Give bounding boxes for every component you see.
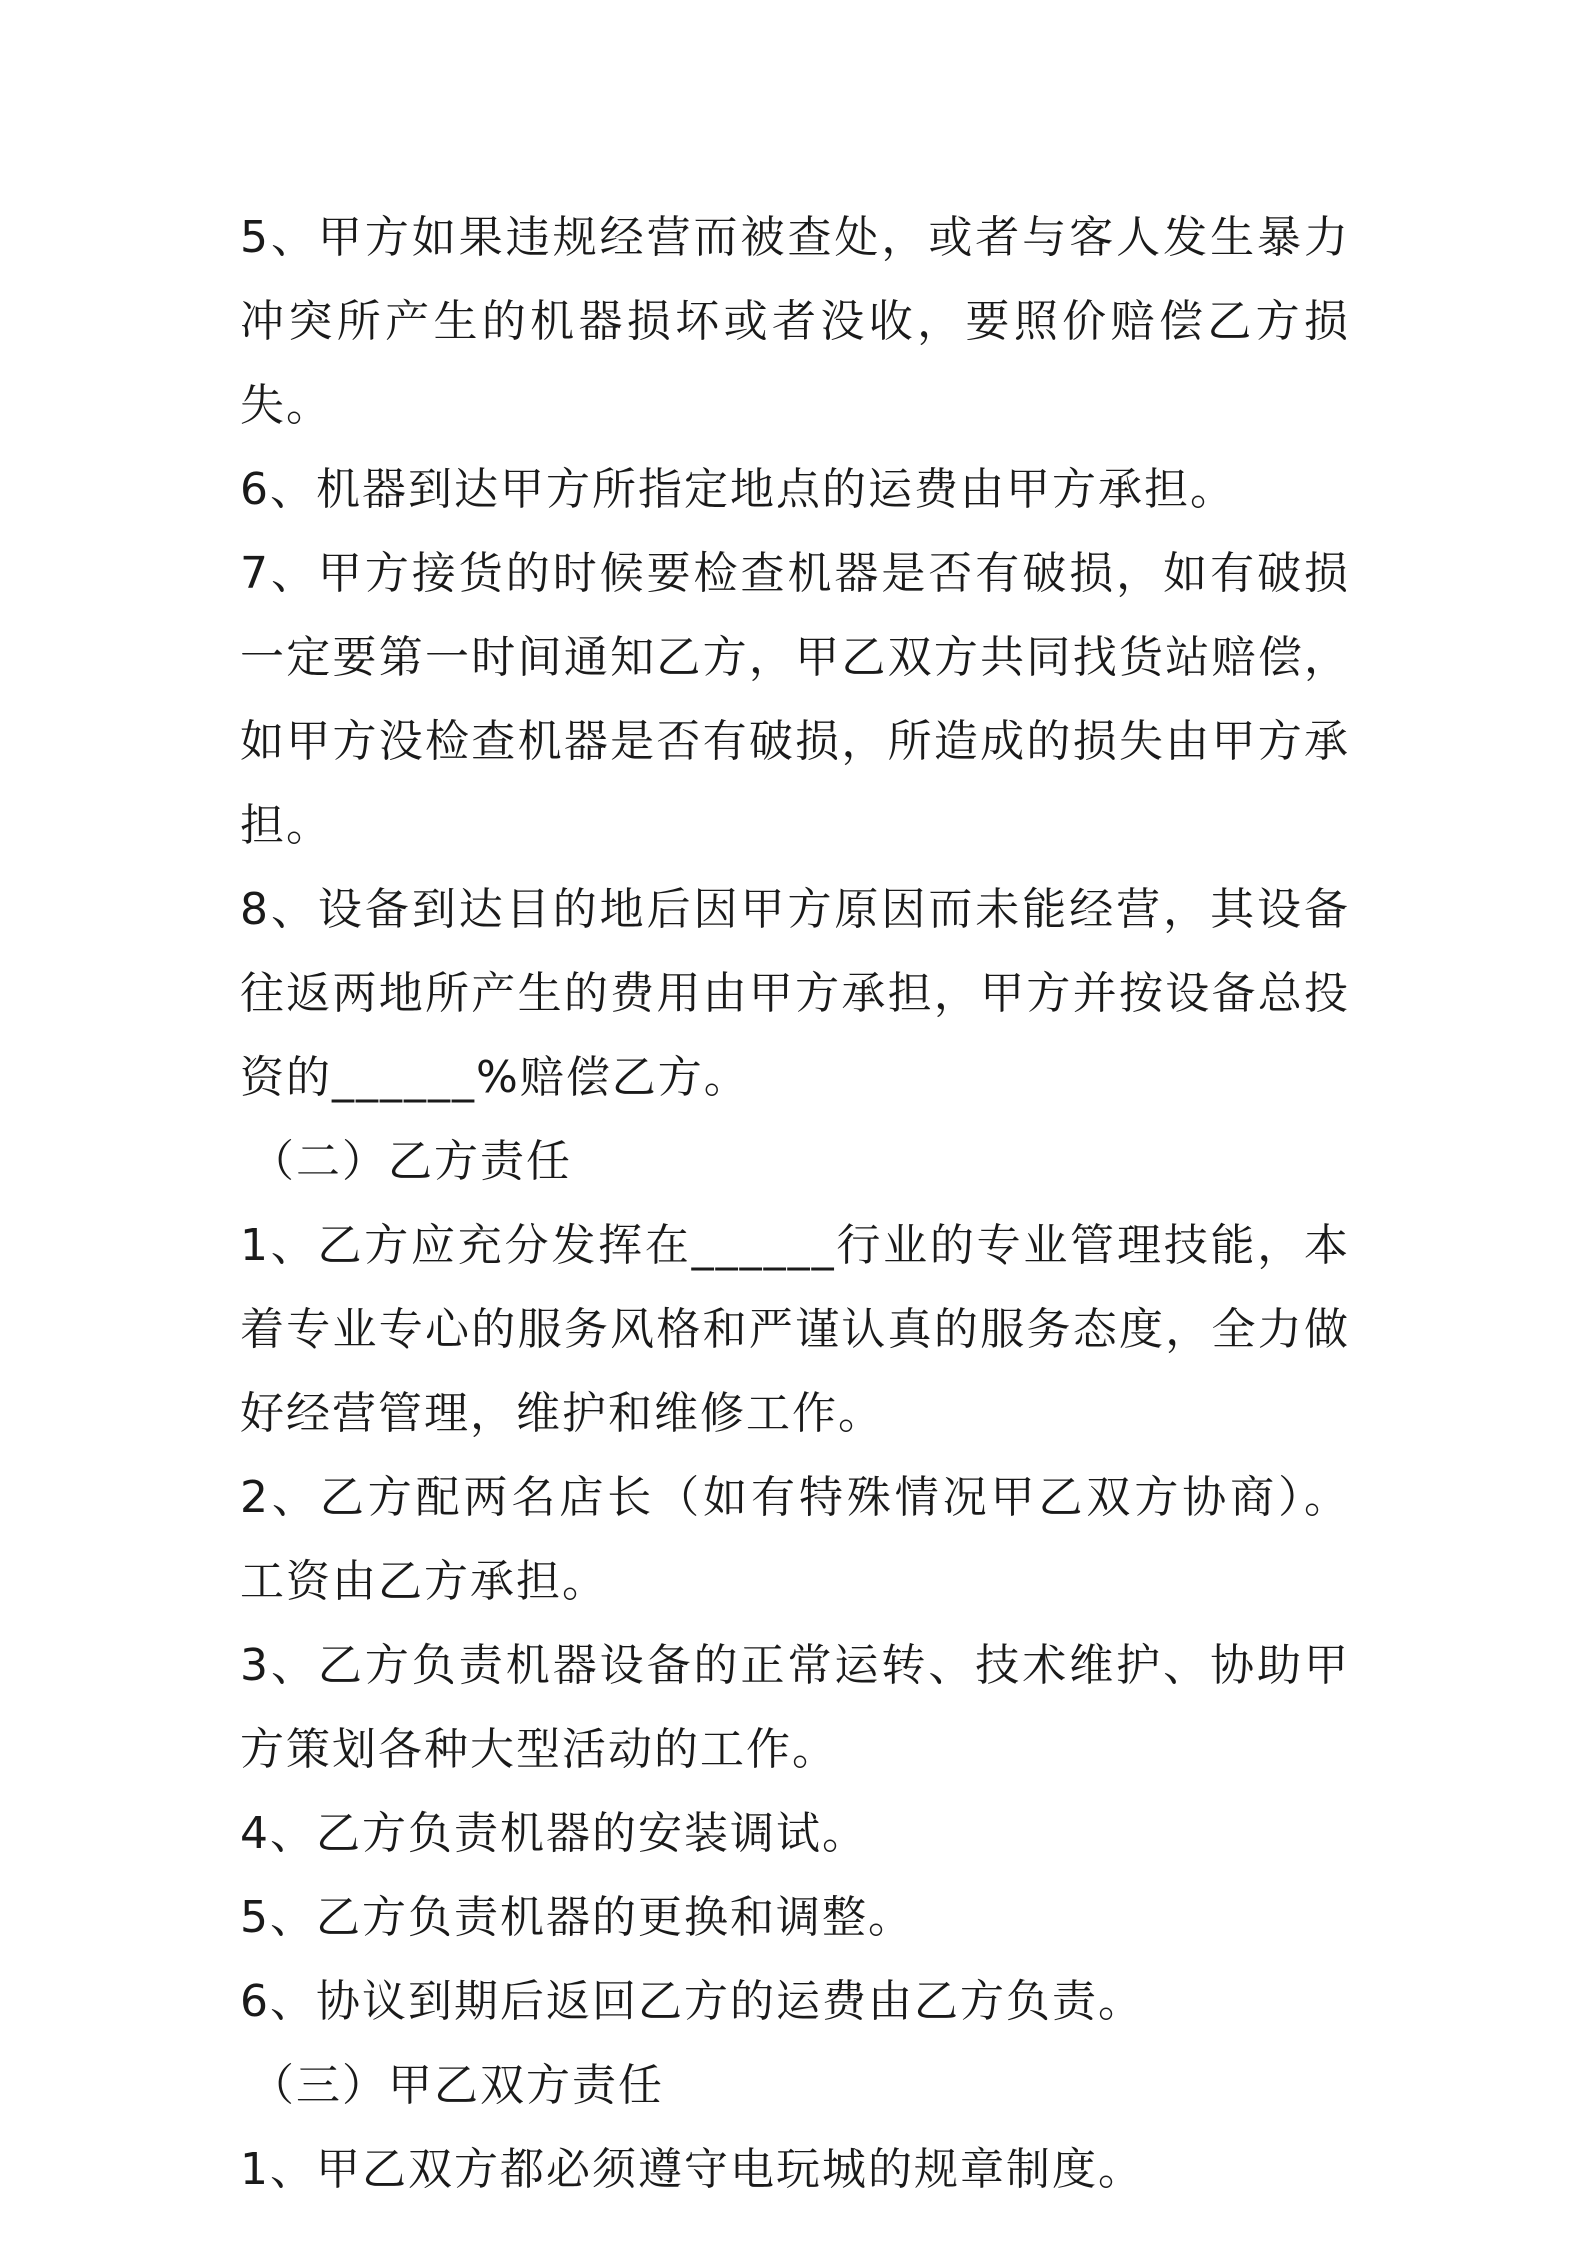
section-heading-both-parties: （三）甲乙双方责任 xyxy=(250,2060,664,2111)
clause-a8: 8、设备到达目的地后因甲方原因而未能经营，其设备往返两地所产生的费用由甲方承担，甲方并按设备总投资的______%赔偿乙方。 xyxy=(240,884,1350,1103)
clause-c1: 1、甲乙双方都必须遵守电玩城的规章制度。 xyxy=(240,2144,1144,2195)
section-heading-party-b: （二）乙方责任 xyxy=(250,1136,572,1187)
clause-b6: 6、协议到期后返回乙方的运费由乙方负责。 xyxy=(240,1976,1144,2027)
clause-b1: 1、乙方应充分发挥在______行业的专业管理技能，本着专业专心的服务风格和严谨认真的服务态度，全力做好经营管理，维护和维修工作。 xyxy=(240,1220,1350,1439)
clause-b5: 5、乙方负责机器的更换和调整。 xyxy=(240,1892,914,1943)
clause-a7: 7、甲方接货的时候要检查机器是否有破损，如有破损一定要第一时间通知乙方，甲乙双方共同找货站赔偿，如甲方没检查机器是否有破损，所造成的损失由甲方承担。 xyxy=(240,548,1350,851)
clause-b3: 3、乙方负责机器设备的正常运转、技术维护、协助甲方策划各种大型活动的工作。 xyxy=(240,1640,1350,1775)
clause-b2: 2、乙方配两名店长（如有特殊情况甲乙双方协商）。工资由乙方承担。 xyxy=(240,1472,1350,1607)
document-body xyxy=(240,196,1350,2212)
clause-a6: 6、机器到达甲方所指定地点的运费由甲方承担。 xyxy=(240,464,1236,515)
clause-b4: 4、乙方负责机器的安装调试。 xyxy=(240,1808,868,1859)
clause-a5: 5、甲方如果违规经营而被查处，或者与客人发生暴力冲突所产生的机器损坏或者没收，要照价赔偿乙方损失。 xyxy=(240,212,1350,431)
